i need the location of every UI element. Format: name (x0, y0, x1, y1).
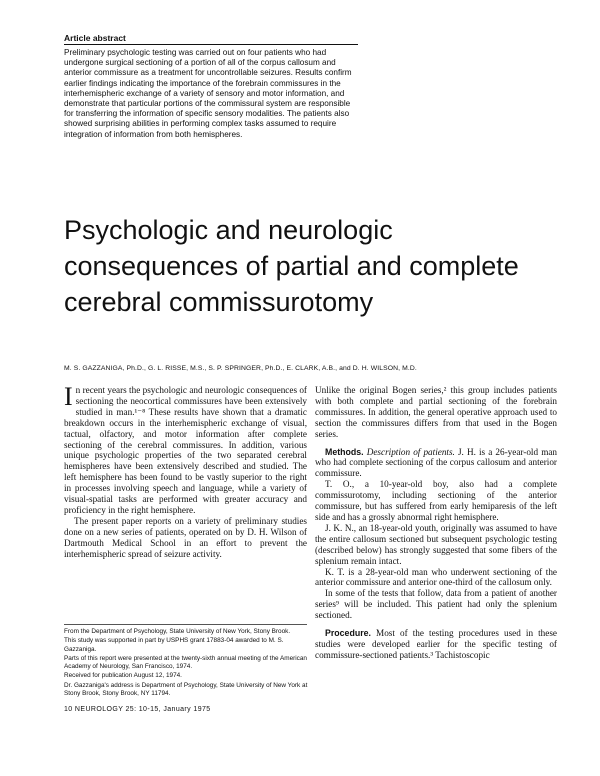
methods-text: J. H. is a 26-year-old man who had complete sectioning of the corpus callosum and anterior commissure. (315, 446, 558, 479)
drop-cap: I (64, 382, 73, 411)
other-series-paragraph: In some of the tests that follow, data from a patient of another series⁹ will be included. This patient had only the splenium sectioned. (315, 588, 557, 621)
footnote-address: Dr. Gazzaniga's address is Department of Psychology, State University of New York at Stony Brook, Stony Brook, NY 11794. (64, 681, 308, 698)
bogen-paragraph: Unlike the original Bogen series,² this group includes patients with both complete and partial sectioning of the forebrain commissures. In addition, the general operative approach used to section the commissures differs from that used in the Bogen series. (315, 385, 557, 439)
footnote-support: This study was supported in part by USPHS grant 17883-04 awarded to M. S. Gazzaniga. (64, 637, 284, 653)
abstract-text: Preliminary psychologic testing was carried out on four patients who had undergone surgical sectioning of a portion of all of the corpus callosum and anterior commissure as a treatment for uncontrollable seizures. Results confirm earlier findings indicating the importance of the forebrain commissures in the interhemispheric exchange of a variety of sensory and motor information, and demonstrate that particular portions of the commissural system are responsible for transferring the information of specific sensory modalities. The patients also showed surprising abilities in performing complex tasks assumed to require integration of information from both hemispheres. (64, 48, 352, 139)
methods-paragraph (315, 447, 557, 480)
authors-line: M. S. GAZZANIGA, Ph.D., G. L. RISSE, M.S., S. P. SPRINGER, Ph.D., E. CLARK, A.B., and D. H. WILSON, M.D. (64, 365, 417, 372)
procedure-text: Most of the testing procedures used in these studies were developed earlier for the specific testing of commissure-sectioned patients.³ Tachistoscopic (315, 628, 558, 660)
methods-subheading: Description of patients. (366, 446, 455, 457)
footnote-presentation: Parts of this report were presented at the twenty-sixth annual meeting of the American Academy of Neurology, San Francisco, 1974. (64, 654, 307, 671)
footnote-affiliation: From the Department of Psychology, State University of New York, Stony Brook. (64, 628, 291, 635)
patient-kt-paragraph: K. T. is a 28-year-old man who underwent sectioning of the anterior commissure and anterior one-third of the callosum only. (315, 566, 557, 588)
procedure-paragraph (315, 628, 557, 661)
methods-heading: Methods. (325, 446, 364, 457)
intro-text: n recent years the psychologic and neurologic consequences of sectioning the neocortical commissures have been extensively studied in man.¹⁻⁸ These results have shown that a dramatic breakdown occurs in the interhemispheric exchange of visual, tactual, olfactory, and motor information after complete sectioning of the cerebral commissures. In addition, various unique psychologic properties of the two separated cerebral hemispheres have been extensively described and studied. The left hemisphere has been found to be vastly superior to the right in processes involving speech and language, while a variety of visual-spatial tasks are performed with greater accuracy and proficiency in the right hemisphere. (64, 385, 307, 515)
abstract-heading: Article abstract (64, 33, 126, 43)
present-paper-paragraph: The present paper reports on a variety of preliminary studies done on a new series of patients, operated on by D. H. Wilson of Dartmouth Medical School in an effort to prevent the interhemispheric spread of seizure activity. (64, 515, 307, 559)
page-footer: 10 NEUROLOGY 25: 10-15, January 1975 (64, 706, 211, 713)
footnotes (64, 628, 308, 699)
body-right-column (315, 385, 557, 661)
procedure-heading: Procedure. (325, 628, 371, 639)
article-title: Psychologic and neurologic consequences of partial and complete cerebral commissurotomy (64, 215, 519, 317)
abstract-rule (64, 44, 358, 45)
patient-to-paragraph: T. O., a 10-year-old boy, also had a complete commissurotomy, including sectioning of the anterior commissure, but has suffered from early hemiparesis of the left side and has a grossly abnormal right hemisphere. (315, 479, 557, 522)
footnote-rule (64, 624, 307, 625)
footnote-received: Received for publication August 12, 1974. (64, 672, 182, 680)
patient-jkn-paragraph: J. K. N., an 18-year-old youth, originally was assumed to have the entire callosum sectioned but subsequent psychologic testing (described below) has strongly suggested that some fibers of the splenium remain intact. (315, 522, 557, 566)
intro-paragraph (64, 382, 307, 516)
body-left-column (64, 382, 307, 560)
